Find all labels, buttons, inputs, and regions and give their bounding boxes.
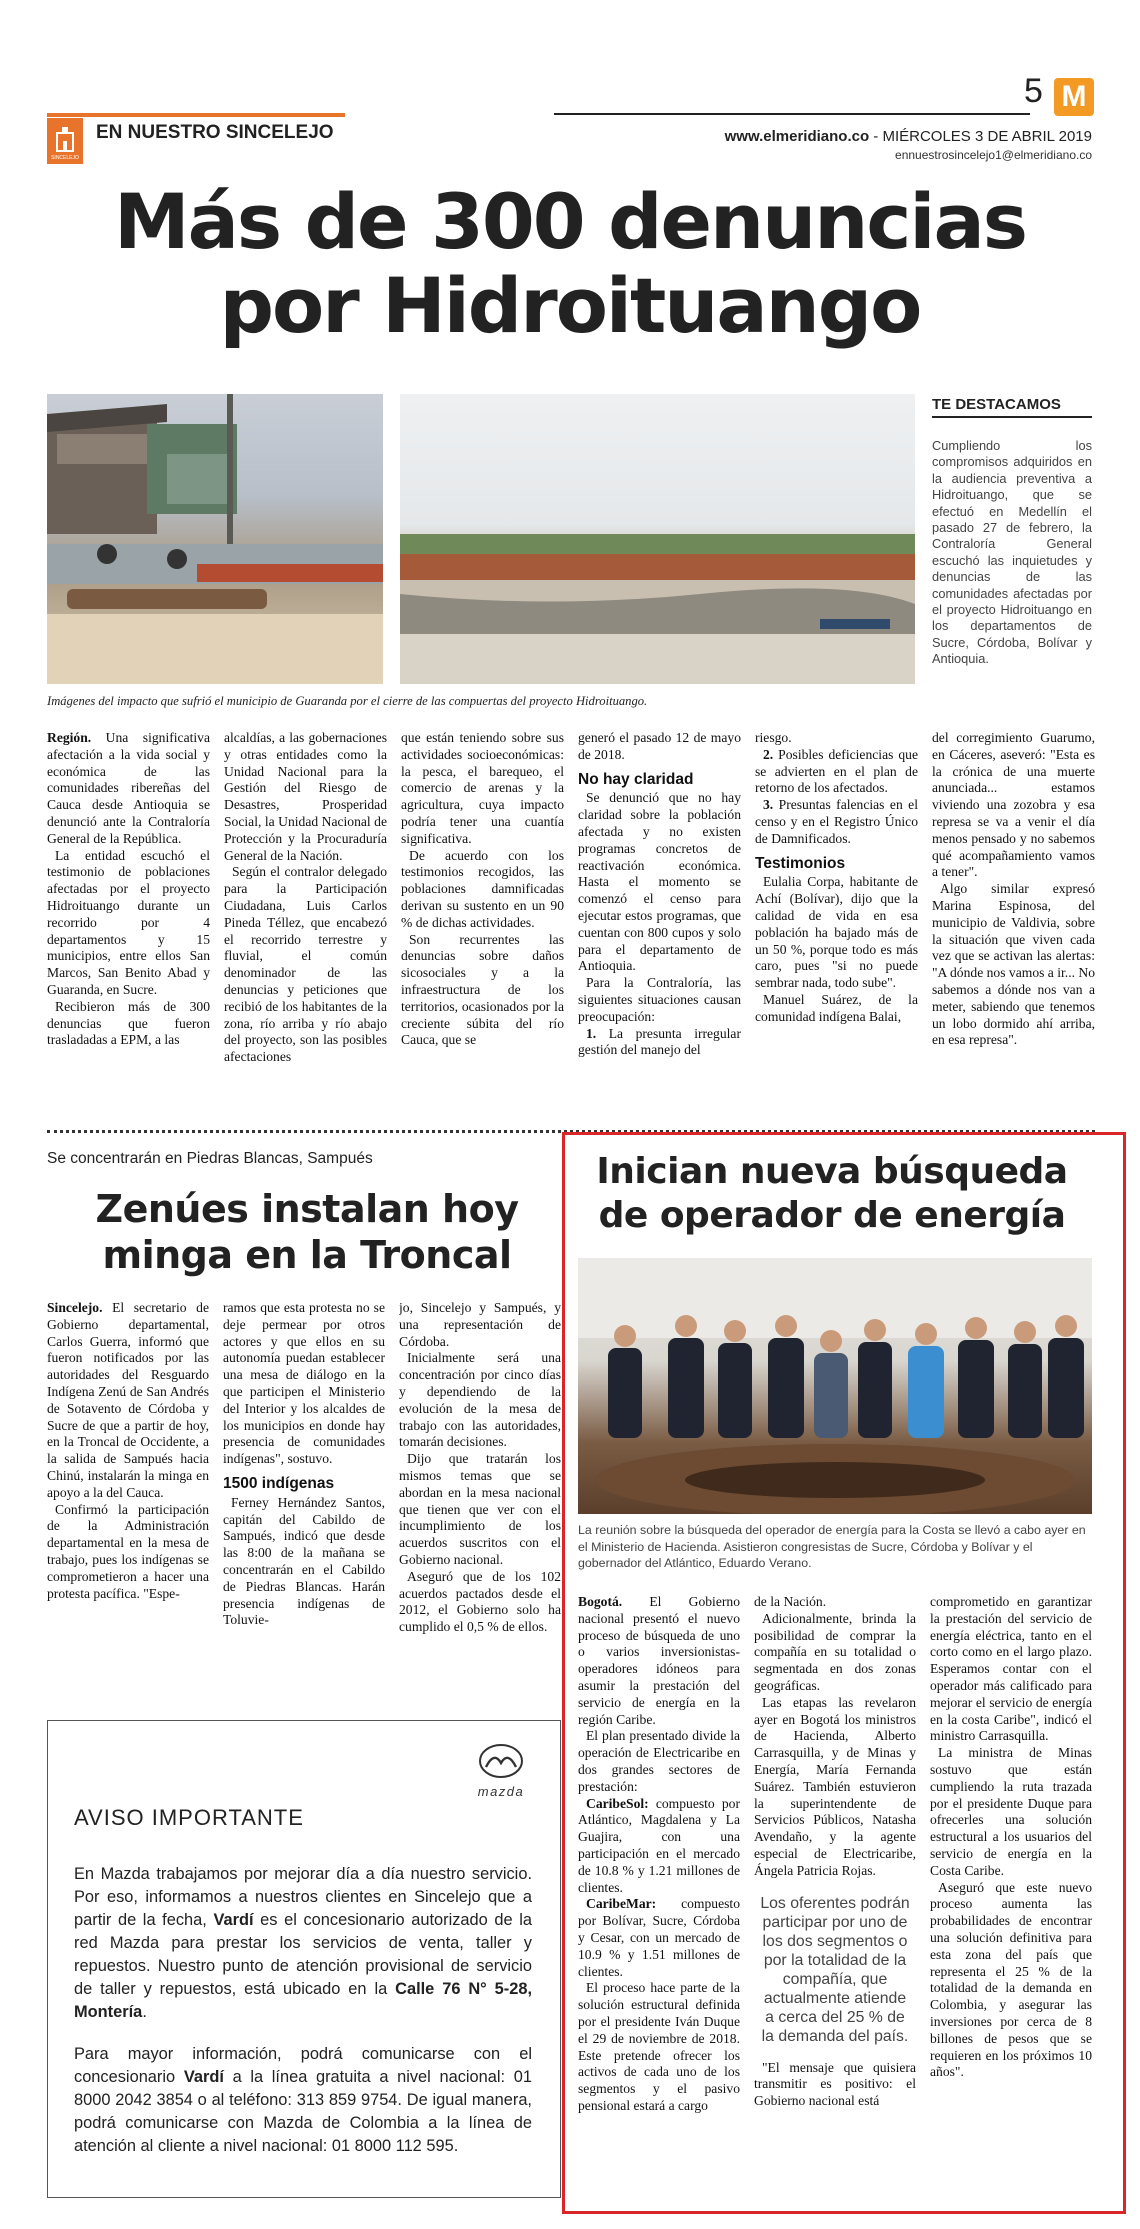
website-link[interactable]: www.elmeridiano.co	[724, 128, 870, 145]
photo-illustration-2	[400, 394, 915, 684]
zenues-headline: Zenúes instalan hoy minga en la Troncal	[95, 1187, 519, 1277]
page-number: 5	[1024, 72, 1043, 110]
photo-guaranda-dry-river	[400, 394, 915, 684]
section-icon: SINCELEJO	[47, 118, 83, 164]
energy-headline: Inician nueva búsqueda de operador de energía	[596, 1151, 1068, 1236]
main-body-col-6: del corregimiento Guarumo, en Cáceres, aseveró: "Esta es la crónica de una muerte anunciada... estamos viviendo una zozobra y esa represa se va a venir el día menos pensado y no sabemos qué acompañamiento vamos a tener". Algo similar expresó Marina Espinosa, del municipio de Valdivia, sobre la situación que viven cada vez que se activan las alertas: "A dónde nos vamos a ir... No sabemos a dónde nos van a meter, sabiendo que tenemos un lobo dormido ahí arriba, en esa represa".	[932, 730, 1095, 1048]
main-headline: Más de 300 denuncias por Hidroituango	[113, 177, 1026, 350]
energy-col-3: comprometido en garantizar la prestación del servicio de energía eléctrica, tanto en el corto como en el largo plazo. Esperamos contar con el operador más calificado para mejorar el servicio de energía en la costa Caribe", indicó el ministro Carrasquilla. La ministra de Minas sostuvo que están cumpliendo la ruta trazada por el presidente Duque para ofrecerles una solución estructural a los usuarios del servicio de energía en la Costa Caribe. Aseguró que este nuevo proceso aumenta las probabilidades de encontrar una solución definitiva para esta zona del país que representa el 25 % de la totalidad de la demanda en Colombia, y asegurar las inversiones por cerca de 8 billones de pesos que se requieren en los próximos 10 años".	[930, 1594, 1092, 2080]
photo-illustration	[47, 394, 383, 684]
main-body-col-5: riesgo. 2. Posibles deficiencias que se advierten en el plan de retorno de los afectados. 3. Presuntas falencias en el censo y en el Registro Único de Damnificados. Testimonios Eulalia Corpa, habitante de Achí (Bolívar), dijo que la calidad de vida en esa población ha bajado más de un 50 %, porque todo es más caro, pues "si no puede sembrar nada, todo sube". Manuel Suárez, de la comunidad indígena Balai,	[755, 730, 918, 1024]
main-body-col-4: generó el pasado 12 de mayo de 2018. No hay claridad Se denunció que no hay claridad sobre la población afectada y no existen programas concretos de reactivación económica. Hasta el momento se comenzó el censo para ejecutar estos programas, que cuentan con 800 cupos y solo para el departamento de Antioquia. Para la Contraloría, las siguientes situaciones causan preocupación: 1. La presunta irregular gestión del manejo del	[578, 730, 741, 1058]
sidebar-title: TE DESTACAMOS	[932, 396, 1061, 413]
ad-paragraph-1: En Mazda trabajamos por mejorar día a día nuestro servicio. Por eso, informamos a nuestros clientes en Sincelejo que a partir de la fecha, Vardí es el concesionario autorizado de la red Mazda para prestar los servicios de venta, taller y repuestos. Nuestro punto de atención provisional de servicio de taller y repuestos, está ubicado en la Calle 76 N° 5-28, Montería.	[74, 1865, 533, 2021]
zenues-kicker: Se concentrarán en Piedras Blancas, Sampués	[47, 1150, 373, 1167]
mazda-logo-icon	[478, 1743, 524, 1779]
ad-paragraph-2: Para mayor información, podrá comunicarse con el concesionario Vardí a la línea gratuita a nivel nacional: 01 8000 2042 3854 o al teléfono: 313 859 9754. De igual manera, podrá comunicarse con Mazda de Colombia a la línea de atención al cliente a nivel nacional: 01 8000 112 595.	[74, 2045, 532, 2155]
header-top-rule	[554, 113, 1030, 115]
zenues-col-2: ramos que esta protesta no se deje permear por otros actores y que ellos en su autonomía puedan establecer una mesa de diálogo en la que participen el Ministerio del Interior y los alcaldes de los municipios en donde hay presencia de comunidades indígenas", sostuvo. 1500 indígenas Ferney Hernández Santos, capitán del Cabildo de Sampués, indicó que desde las 8:00 de la mañana se concentrarán en el Cabildo de Piedras Blancas. Harán presencia indígenas de Toluvie-	[223, 1300, 385, 1628]
photo-energy-meeting	[578, 1258, 1092, 1514]
mazda-logo: mazda	[466, 1743, 536, 1799]
energy-pull-quote: Los oferentes podrán participar por uno de los dos segmentos o por la totalidad de la compañía, que actualmente atiende a cerca del 25 % de la demanda del país.	[760, 1894, 910, 2045]
sidebar-rule	[932, 416, 1092, 418]
energy-col-1: Bogotá. El Gobierno nacional presentó el nuevo proceso de búsqueda de uno o varios inversionistas-operadores idóneos para asumir la prestación del servicio de energía en la región Caribe. El plan presentado divide la operación de Electricaribe en dos grandes sectores de prestación: CaribeSol: compuesto por Atlántico, Magdalena y La Guajira, con una participación en el mercado de 10.8 % y 1.21 millones de clientes. CaribeMar: compuesto por Bolívar, Sucre, Córdoba y Cesar, con un mercado de 10.9 % y 1.51 millones de clientes. El proceso hace parte de la solución estructural definida por el presidente Iván Duque el 29 de noviembre de 2018. Este pretende ofrecer los activos de cada uno de los segmentos y el pasivo pensional estará a cargo	[578, 1594, 740, 2113]
church-icon	[53, 125, 77, 155]
main-photo-caption: Imágenes del impacto que sufrió el municipio de Guaranda por el cierre de las compuertas del proyecto Hidroituango.	[47, 694, 648, 708]
ad-title: AVISO IMPORTANTE	[74, 1805, 304, 1830]
energy-photo-caption: La reunión sobre la búsqueda del operador de energía para la Costa se llevó a cabo ayer en el Ministerio de Hacienda. Asistieron congresistas de Sucre, Córdoba y Bolívar y el gobernador del Atlántico, Eduardo Verano.	[578, 1523, 1086, 1571]
section-email[interactable]: ennuestrosincelejo1@elmeridiano.co	[895, 148, 1092, 162]
date: - MIÉRCOLES 3 DE ABRIL 2019	[869, 128, 1092, 145]
main-body-col-2: alcaldías, a las gobernaciones y otras entidades como la Unidad Nacional para la Gestión del Riesgo de Desastres, Prosperidad Social, la Unidad Nacional de Protección y la Procuraduría General de la Nación. Según el contralor delegado para la Participación Ciudadana, Luis Carlos Pineda Téllez, que encabezó el recorrido terrestre y fluvial, el común denominador de las denuncias y peticiones que recibió de los habitantes de la zona, río arriba y río abajo del proyecto, son las posibles afectaciones	[224, 730, 387, 1065]
meeting-illustration	[578, 1258, 1092, 1514]
photo-guaranda-riverbank	[47, 394, 383, 684]
section-title: EN NUESTRO SINCELEJO	[96, 122, 334, 143]
main-body-col-1: Región. Una significativa afectación a la vida social y económica de las comunidades ribereñas del Cauca desde Antioquia se denunció ante la Contraloría General de la República. La entidad escuchó el testimonio de poblaciones afectadas por el proyecto Hidroituango durante un recorrido por 4 departamentos y 15 municipios, entre ellos San Marcos, San Benito Abad y Guaranda, en Sucre. Recibieron más de 300 denuncias que fueron trasladadas a EPM, a las	[47, 730, 210, 1048]
main-body-col-3: que están teniendo sobre sus actividades socioeconómicas: la pesca, el barequeo, el comercio de arenas y la agricultura, cuya impacto podría tener una cuantía significativa. De acuerdo con los testimonios recogidos, las poblaciones damnificadas derivan su sustento en un 90 % de dichas actividades. Son recurrentes las denuncias sobre daños sicosociales y a la infraestructura de los territorios, ocasionados por la creciente súbita del río Cauca, que se	[401, 730, 564, 1048]
mazda-ad[interactable]	[47, 1720, 561, 2198]
energy-col-2: de la Nación. Adicionalmente, brinda la posibilidad de comprar la compañía en su totalidad o segmentada en dos zonas geográficas. Las etapas las revelaron ayer en Bogotá los ministros de Hacienda, Alberto Carrasquilla, y de Minas y Energía, María Fernanda Suárez. También estuvieron la superintendente de Servicios Públicos, Natasha Avendaño, y la agente especial de Electricaribe, Ángela Patricia Rojas. Los oferentes podrán participar por uno de los dos segmentos o por la totalidad de la compañía, que actualmente atiende a cerca del 25 % de la demanda del país. "El mensaje que quisiera transmitir es positivo: el Gobierno nacional está	[754, 1594, 916, 2109]
section-orange-rule	[47, 113, 345, 117]
zenues-col-3: jo, Sincelejo y Sampués, y una representación de Córdoba. Inicialmente será una concentración por cinco días y dependiendo de la evolución de la mesa de trabajo con las autoridades, tomarán decisiones. Dijo que tratarán los mismos temas que se abordan en la mesa nacional que tienen que ver con el incumplimiento de los acuerdos suscritos con el Gobierno nacional. Aseguró que de los 102 acuerdos pactados desde el 2012, el Gobierno solo ha cumplido el 0,5 % de ellos.	[399, 1300, 561, 1635]
dateline	[725, 128, 1092, 145]
sidebar-text: Cumpliendo los compromisos adquiridos en la audiencia preventiva a Hidroituango, que se efectuó en Medellín el pasado 27 de febrero, la Contraloría General escuchó las inquietudes y denuncias de las comunidades afectadas por el proyecto Hidroituango en los departamentos de Sucre, Córdoba, Bolívar y Antioquia.	[932, 438, 1092, 667]
zenues-col-1: Sincelejo. El secretario de Gobierno departamental, Carlos Guerra, informó que fueron notificados por las autoridades del Resguardo Indígena Zenú de San Andrés de Sotavento de Córdoba y Sucre de que a partir de hoy, en la Troncal de Occidente, a la salida de Sampués hacia Chinú, instalarán la minga en apoyo a la del Cauca. Confirmó la participación de la Administración departamental en la mesa de trabajo, pues los indígenas se comprometieron a hacer una protesta pacífica. "Espe-	[47, 1300, 209, 1601]
masthead-logo: M	[1054, 78, 1094, 116]
